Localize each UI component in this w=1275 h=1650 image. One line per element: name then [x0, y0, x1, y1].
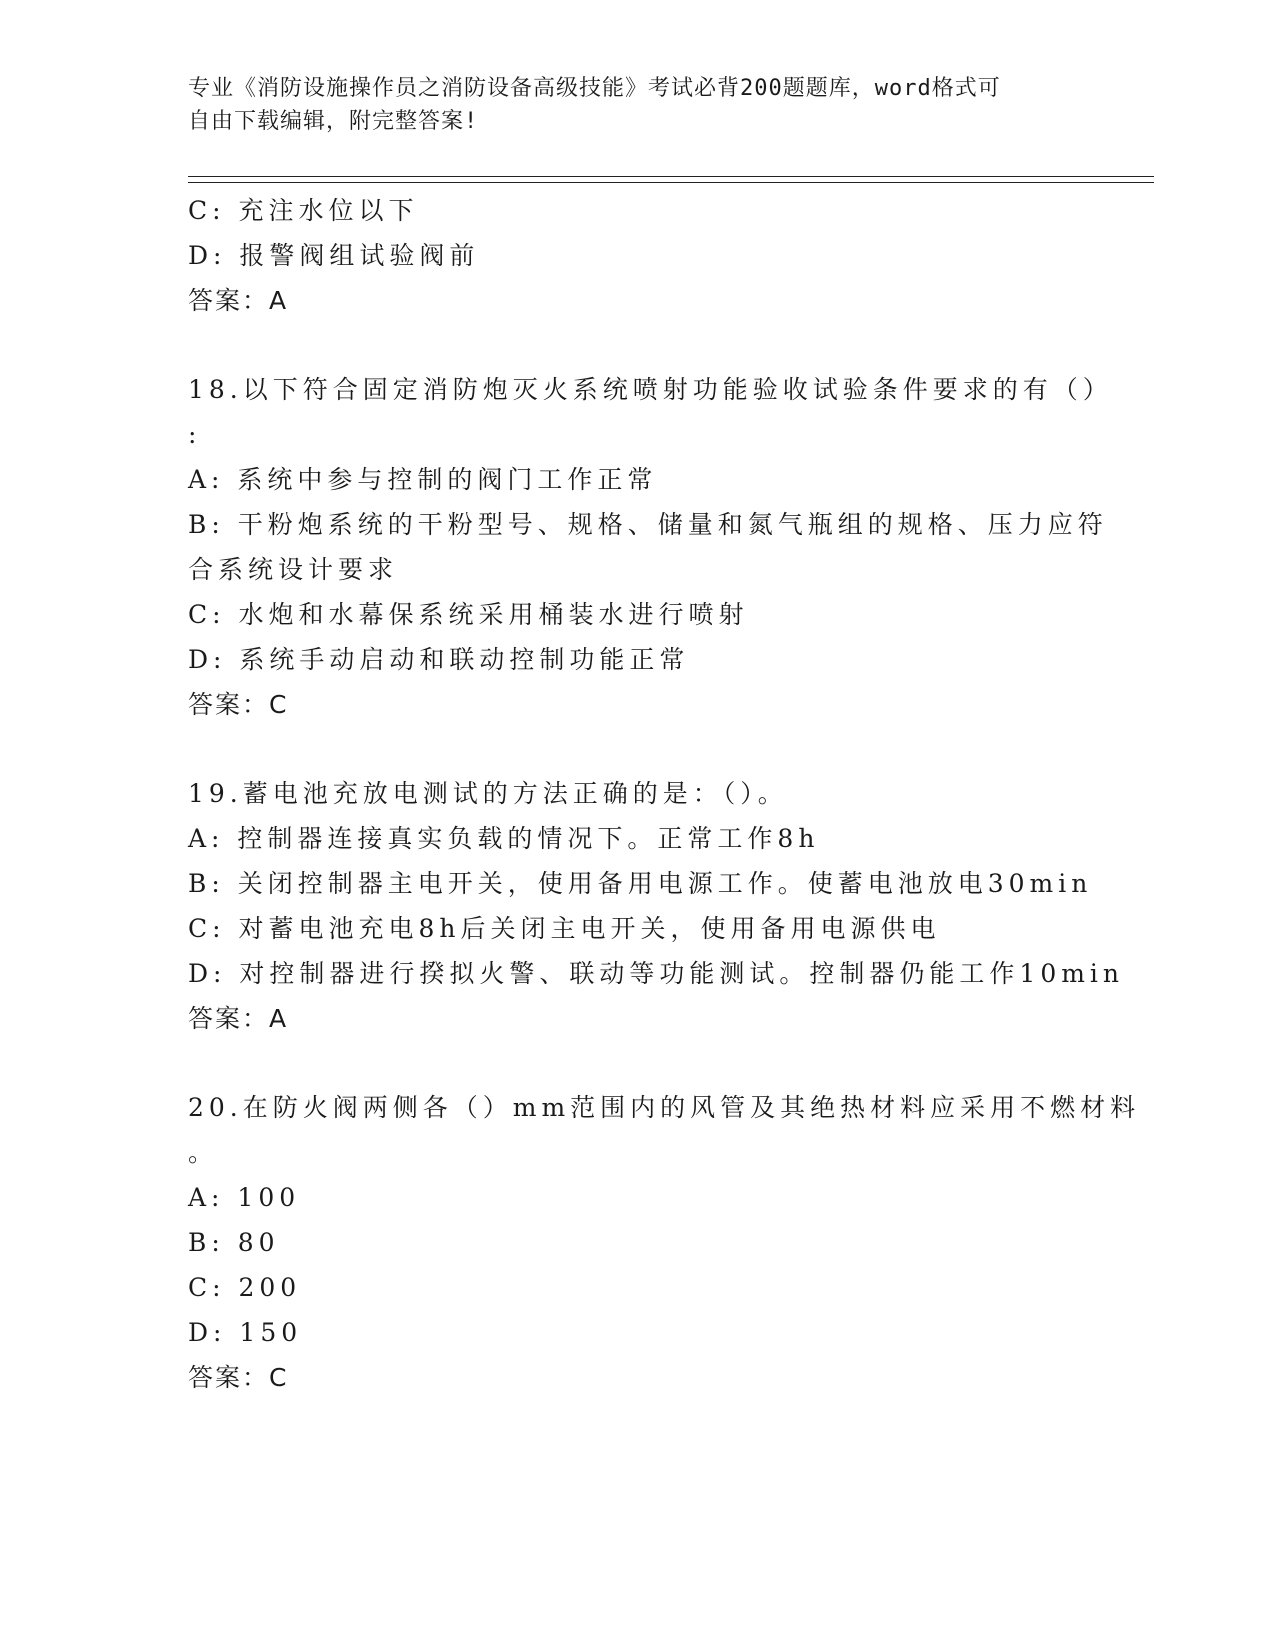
header-divider-bottom [188, 182, 1154, 183]
q17-option-d: D: 报警阀组试验阀前 [188, 241, 480, 270]
header-line-2: 自由下载编辑，附完整答案! [188, 109, 479, 134]
header-divider-top [188, 176, 1154, 177]
q20-stem-line-1: 20.在防火阀两侧各（）mm范围内的风管及其绝热材料应采用不燃材料 [188, 1093, 1141, 1122]
q20-option-d: D: 150 [188, 1318, 303, 1347]
q18-answer: 答案：C [188, 690, 289, 719]
q19-stem: 19.蓄电池充放电测试的方法正确的是：（）。 [188, 779, 788, 808]
q18-option-a: A: 系统中参与控制的阀门工作正常 [188, 465, 658, 494]
q20-option-b: B: 80 [188, 1228, 280, 1257]
q19-option-b: B: 关闭控制器主电开关，使用备用电源工作。使蓄电池放电30min [188, 869, 1093, 898]
question-18 [188, 367, 1113, 727]
question-content [188, 188, 1141, 1400]
q17-answer: 答案：A [188, 286, 289, 315]
q18-option-d: D: 系统手动启动和联动控制功能正常 [188, 645, 690, 674]
q19-option-d: D: 对控制器进行揆拟火警、联动等功能测试。控制器仍能工作10min [188, 959, 1125, 988]
q20-stem-line-2: 。 [188, 1138, 219, 1167]
header-line-1: 专业《消防设施操作员之消防设备高级技能》考试必背200题题库，word格式可 [188, 76, 1001, 101]
q20-answer: 答案：C [188, 1363, 289, 1392]
q20-option-a: A: 100 [188, 1183, 301, 1212]
q18-stem-line-2: : [188, 420, 202, 449]
q19-option-c: C: 对蓄电池充电8h后关闭主电开关，使用备用电源供电 [188, 914, 941, 943]
spacer [188, 1041, 1088, 1085]
question-19 [188, 771, 1125, 1041]
q19-option-a: A: 控制器连接真实负载的情况下。正常工作8h [188, 824, 820, 853]
q18-option-b-line-1: B: 干粉炮系统的干粉型号、规格、储量和氮气瓶组的规格、压力应符 [188, 510, 1108, 539]
q19-answer: 答案：A [188, 1004, 289, 1033]
q18-option-b-line-2: 合系统设计要求 [188, 555, 399, 584]
q18-stem-line-1: 18.以下符合固定消防炮灭火系统喷射功能验收试验条件要求的有（） [188, 375, 1113, 404]
q20-option-c: C: 200 [188, 1273, 302, 1302]
question-17-tail [188, 188, 1088, 323]
document-header [188, 72, 1088, 138]
spacer [188, 323, 1088, 367]
spacer [188, 727, 1088, 771]
question-20 [188, 1085, 1141, 1400]
q17-option-c: C: 充注水位以下 [188, 196, 419, 225]
q18-option-c: C: 水炮和水幕保系统采用桶装水进行喷射 [188, 600, 749, 629]
